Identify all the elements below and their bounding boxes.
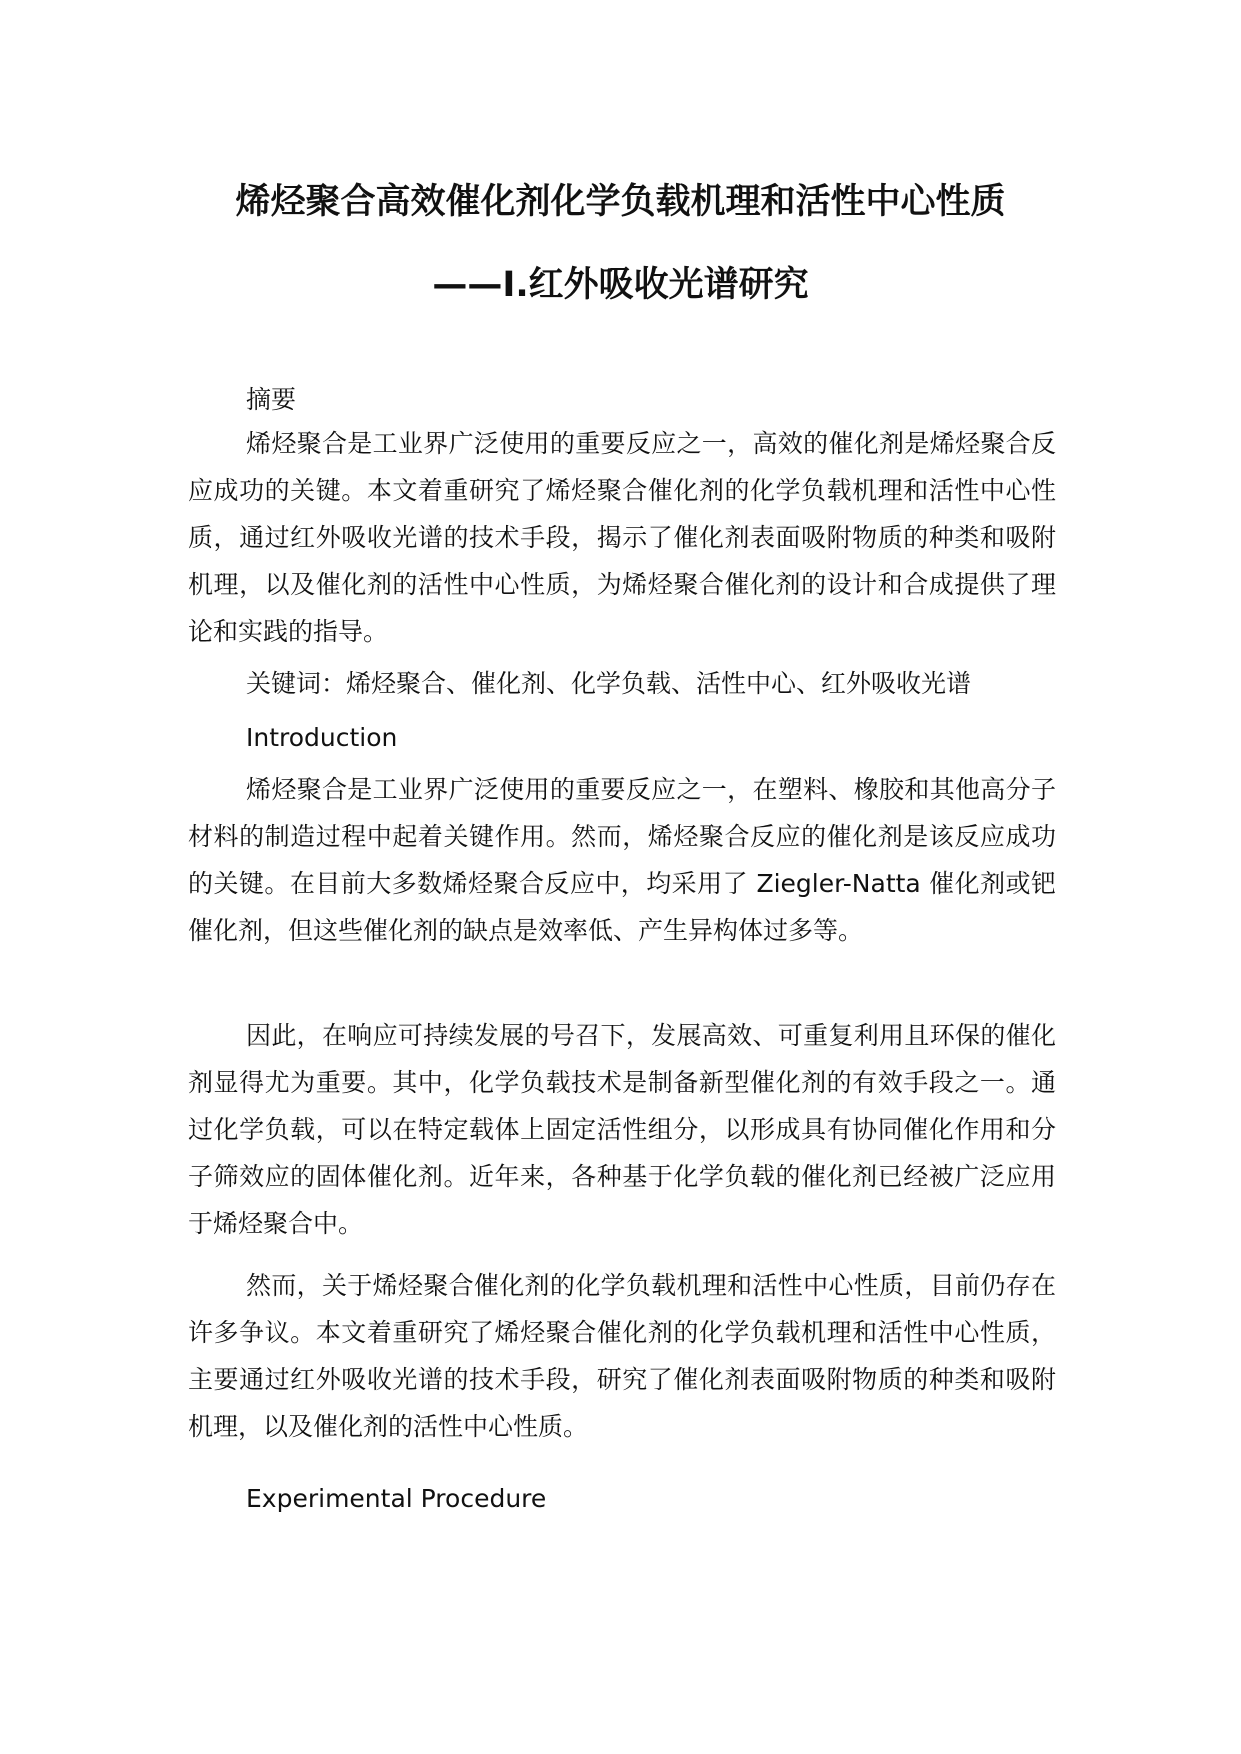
introduction-paragraph-2: 因此，在响应可持续发展的号召下，发展高效、可重复利用且环保的催化剂显得尤为重要。其中，化学负载技术是制备新型催化剂的有效手段之一。通过化学负载，可以在特定载体上固定活性组分，以形成具有协同催化作用和分子筛效应的固体催化剂。近年来，各种基于化学负载的催化剂已经被广泛应用于烯烃聚合中。 xyxy=(188,1021,1056,1238)
introduction-paragraph-1: 烯烃聚合是工业界广泛使用的重要反应之一，在塑料、橡胶和其他高分子材料的制造过程中起着关键作用。然而，烯烃聚合反应的催化剂是该反应成功的关键。在目前大多数烯烃聚合反应中，均采用了 Ziegler-Natta 催化剂或钯催化剂，但这些催化剂的缺点是效率低、产生异构体过多等。 xyxy=(188,775,1056,945)
keywords-line: 关键词：烯烃聚合、催化剂、化学负载、活性中心、红外吸收光谱 xyxy=(246,669,972,698)
introduction-paragraph-3: 然而，关于烯烃聚合催化剂的化学负载机理和活性中心性质，目前仍存在许多争议。本文着重研究了烯烃聚合催化剂的化学负载机理和活性中心性质，主要通过红外吸收光谱的技术手段，研究了催化剂表面吸附物质的种类和吸附机理，以及催化剂的活性中心性质。 xyxy=(188,1271,1056,1441)
experimental-heading: Experimental Procedure xyxy=(246,1484,547,1513)
paper-subtitle: ——Ⅰ.红外吸收光谱研究 xyxy=(432,265,809,305)
introduction-heading: Introduction xyxy=(246,723,398,752)
abstract-heading: 摘要 xyxy=(246,385,297,414)
paper-title: 烯烃聚合高效催化剂化学负载机理和活性中心性质 xyxy=(235,182,1006,222)
abstract-paragraph: 烯烃聚合是工业界广泛使用的重要反应之一，高效的催化剂是烯烃聚合反应成功的关键。本文着重研究了烯烃聚合催化剂的化学负载机理和活性中心性质，通过红外吸收光谱的技术手段，揭示了催化剂表面吸附物质的种类和吸附机理，以及催化剂的活性中心性质，为烯烃聚合催化剂的设计和合成提供了理论和实践的指导。 xyxy=(188,429,1056,646)
